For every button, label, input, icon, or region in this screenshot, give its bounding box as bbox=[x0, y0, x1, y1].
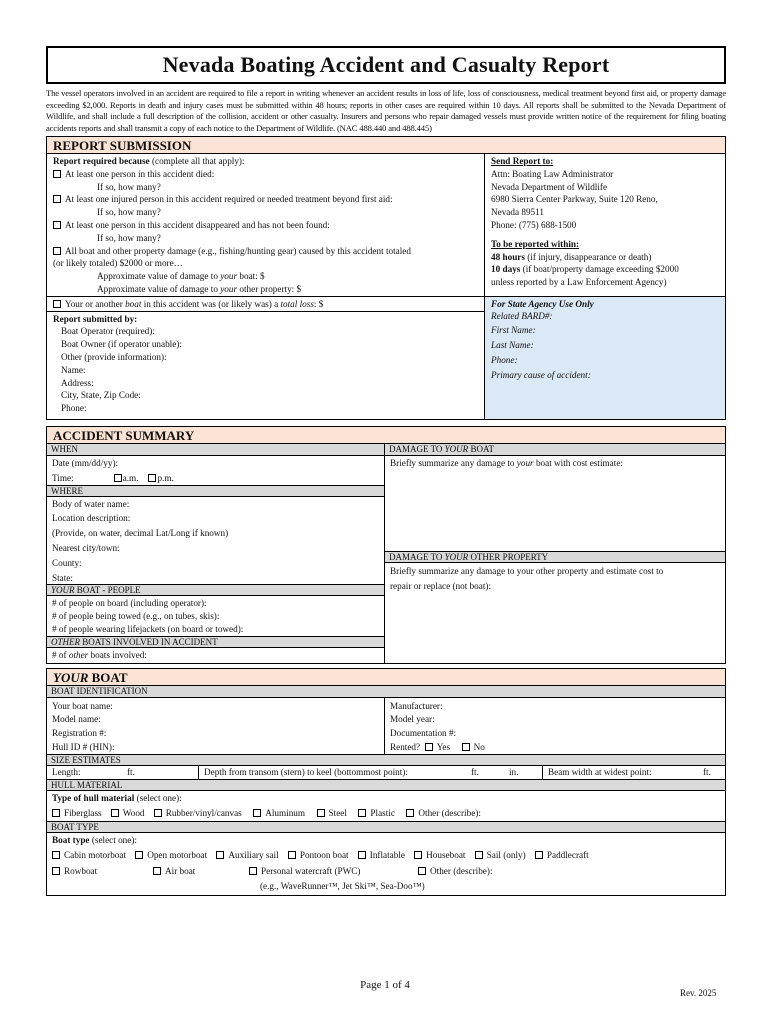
model-name-field[interactable]: Model name: bbox=[52, 714, 101, 725]
depth-field[interactable] bbox=[199, 766, 543, 779]
damage-boat-label: DAMAGE TO bbox=[389, 444, 445, 454]
other-boats-count-suffix: boats involved: bbox=[88, 649, 147, 660]
am-label: a.m. bbox=[122, 472, 139, 483]
damage-property-desc: Briefly summarize any damage to your other property and estimate cost to bbox=[390, 566, 664, 576]
submitter-name-field[interactable]: Name: bbox=[61, 364, 86, 375]
type-open-label: Open motorboat bbox=[147, 850, 208, 861]
hull-other-label: Other (describe): bbox=[418, 807, 481, 818]
type-pwc-checkbox[interactable] bbox=[249, 867, 257, 875]
rented-no-label: No bbox=[473, 741, 485, 752]
damage-label-cont: (or likely totaled) $2000 or more… bbox=[53, 258, 183, 269]
property-damage-value-field[interactable]: other property: $ bbox=[237, 284, 302, 295]
agency-last-name-field[interactable]: Last Name: bbox=[491, 340, 534, 351]
hull-wood-label: Wood bbox=[122, 807, 145, 818]
damage-boat-desc-end: boat with cost estimate: bbox=[533, 458, 623, 468]
other-boats-label: BOATS INVOLVED IN ACCIDENT bbox=[80, 636, 218, 647]
type-houseboat-label: Houseboat bbox=[426, 850, 466, 861]
submitter-address-field[interactable]: Address: bbox=[61, 377, 94, 388]
page-title: Nevada Boating Accident and Casualty Report bbox=[162, 52, 610, 78]
model-year-field[interactable]: Model year: bbox=[390, 714, 435, 725]
hull-wood-checkbox[interactable] bbox=[111, 809, 119, 817]
send-to-line: Nevada Department of Wildlife bbox=[491, 181, 608, 192]
damage-boat-emph: YOUR bbox=[444, 444, 469, 454]
type-pontoon-label: Pontoon boat bbox=[299, 850, 349, 861]
other-boats-emph: OTHER bbox=[51, 636, 80, 647]
total-loss-value-field[interactable]: : $ bbox=[313, 298, 324, 309]
damage-property-label: DAMAGE TO bbox=[389, 552, 445, 562]
location-description-field[interactable]: Location description: bbox=[52, 513, 131, 524]
damage-boat-subheading bbox=[385, 444, 725, 456]
boat-people-label: BOAT - PEOPLE bbox=[74, 585, 141, 596]
hull-plastic-label: Plastic bbox=[370, 807, 395, 818]
type-cabin-checkbox[interactable] bbox=[52, 851, 60, 859]
boat-damage-value-emph: your bbox=[220, 271, 238, 282]
your-boat-heading-label: BOAT bbox=[88, 669, 128, 685]
beam-unit: ft. bbox=[703, 766, 711, 777]
type-auxsail-checkbox[interactable] bbox=[216, 851, 224, 859]
boat-type-subheading: BOAT TYPE bbox=[47, 821, 725, 833]
deadline-48h-note: (if injury, disappearance or death) bbox=[524, 251, 652, 262]
state-field[interactable]: State: bbox=[52, 572, 73, 583]
boat-type-label: Boat type bbox=[52, 835, 90, 846]
hull-type-note: (select one): bbox=[134, 792, 182, 803]
title-box bbox=[46, 46, 726, 84]
revision-label: Rev. 2025 bbox=[680, 988, 717, 998]
agency-cause-field[interactable]: Primary cause of accident: bbox=[491, 369, 591, 380]
hull-steel-checkbox[interactable] bbox=[317, 809, 325, 817]
total-loss-checkbox[interactable] bbox=[53, 300, 61, 308]
damage-property-desc-cont: repair or replace (not boat): bbox=[390, 580, 492, 591]
send-to-line: Attn: Boating Law Administrator bbox=[491, 168, 614, 179]
send-to-line: Nevada 89511 bbox=[491, 207, 544, 218]
length-label: Length: bbox=[52, 766, 81, 777]
people-towed-field[interactable]: # of people being towed (e.g., on tubes, skis): bbox=[52, 611, 220, 622]
required-because-label: Report required because bbox=[53, 156, 150, 167]
boat-damage-value-label: Approximate value of damage to bbox=[97, 271, 221, 282]
type-cabin-label: Cabin motorboat bbox=[64, 850, 127, 861]
submitter-phone-field[interactable]: Phone: bbox=[61, 403, 87, 414]
type-rowboat-checkbox[interactable] bbox=[52, 867, 60, 875]
damage-boat-desc: Briefly summarize any damage to bbox=[390, 458, 517, 468]
send-to-label: Send Report to: bbox=[491, 156, 554, 167]
type-other-label: Other (describe): bbox=[430, 865, 493, 876]
agency-use-label: For State Agency Use Only bbox=[491, 298, 594, 309]
beam-field[interactable] bbox=[543, 766, 725, 779]
rented-no-checkbox[interactable] bbox=[462, 743, 470, 751]
type-other-checkbox[interactable] bbox=[418, 867, 426, 875]
nearest-city-field[interactable]: Nearest city/town: bbox=[52, 542, 120, 553]
damage-property-emph: YOUR bbox=[444, 552, 469, 562]
documentation-field[interactable]: Documentation #: bbox=[390, 728, 457, 739]
hull-aluminum-label: Aluminum bbox=[265, 807, 306, 818]
damage-boat-label-end: BOAT bbox=[468, 444, 494, 454]
type-pontoon-checkbox[interactable] bbox=[288, 851, 296, 859]
rented-label: Rented? bbox=[390, 741, 421, 752]
hull-plastic-checkbox[interactable] bbox=[358, 809, 366, 817]
disappeared-count-label: If so, how many? bbox=[97, 232, 161, 243]
agency-bard-field[interactable]: Related BARD#: bbox=[491, 310, 553, 321]
total-loss-boat: boat bbox=[125, 298, 142, 309]
damage-boat-textarea[interactable] bbox=[385, 456, 725, 551]
total-loss-label-mid: in this accident was (or likely was) a bbox=[141, 298, 281, 309]
send-to-line: Phone: (775) 688-1500 bbox=[491, 220, 577, 231]
hull-rubber-label: Rubber/vinyl/canvas bbox=[165, 807, 242, 818]
hull-fiberglass-label: Fiberglass bbox=[64, 807, 102, 818]
total-loss-label: Your or another bbox=[65, 298, 126, 309]
type-inflatable-label: Inflatable bbox=[369, 850, 405, 861]
type-paddlecraft-checkbox[interactable] bbox=[535, 851, 543, 859]
submitted-by-owner[interactable]: Boat Owner (if operator unable): bbox=[61, 339, 182, 350]
where-subheading: WHERE bbox=[47, 485, 384, 497]
accident-summary-section bbox=[46, 444, 726, 664]
boat-type-note: (select one): bbox=[89, 835, 137, 846]
your-boat-section bbox=[46, 686, 726, 896]
submitted-by-label: Report submitted by: bbox=[53, 313, 138, 324]
am-checkbox[interactable] bbox=[114, 474, 122, 482]
pm-label: p.m. bbox=[157, 472, 174, 483]
depth-ft-unit: ft. bbox=[471, 766, 479, 777]
type-paddlecraft-label: Paddlecraft bbox=[546, 850, 589, 861]
damage-property-textarea[interactable] bbox=[385, 563, 725, 593]
deadline-10d-note: (if boat/property damage exceeding $2000 bbox=[520, 264, 679, 275]
boat-damage-value-field[interactable]: boat: $ bbox=[237, 271, 265, 282]
type-airboat-label: Air boat bbox=[165, 865, 196, 876]
manufacturer-field[interactable]: Manufacturer: bbox=[390, 700, 443, 711]
county-field[interactable]: County: bbox=[52, 557, 82, 568]
disappeared-label: At least one person in this accident disappeared and has not been found: bbox=[65, 220, 330, 231]
total-loss-term: total loss bbox=[280, 298, 314, 309]
other-boats-count-prefix: # of bbox=[52, 649, 69, 660]
submitter-city-field[interactable]: City, State, Zip Code: bbox=[61, 390, 141, 401]
people-on-board-field[interactable]: # of people on board (including operator): bbox=[52, 598, 207, 609]
location-hint: (Provide, on water, decimal Lat/Long if known) bbox=[52, 528, 229, 539]
type-pwc-label: Personal watercraft (PWC) bbox=[261, 865, 361, 876]
depth-label: Depth from transom (stern) to keel (bottommost point): bbox=[204, 766, 408, 777]
beam-label: Beam width at widest point: bbox=[548, 766, 652, 777]
deadline-48h: 48 hours bbox=[491, 251, 525, 262]
type-inflatable-checkbox[interactable] bbox=[358, 851, 366, 859]
property-damage-value-emph: your bbox=[220, 284, 238, 295]
boat-people-emph: YOUR bbox=[51, 585, 75, 596]
boat-identification-subheading: BOAT IDENTIFICATION bbox=[47, 686, 725, 698]
hull-rubber-checkbox[interactable] bbox=[154, 809, 162, 817]
injured-label: At least one injured person in this accident required or needed treatment beyond first aid: bbox=[65, 194, 393, 205]
boat-people-subheading bbox=[47, 584, 384, 596]
your-boat-heading-emph: YOUR bbox=[53, 669, 89, 685]
report-submission-section bbox=[46, 154, 726, 420]
your-boat-heading bbox=[46, 668, 726, 686]
died-label: At least one person in this accident died: bbox=[65, 168, 215, 179]
other-boats-count-field[interactable] bbox=[52, 649, 380, 662]
hull-material-subheading: HULL MATERIAL bbox=[47, 779, 725, 791]
type-rowboat-label: Rowboat bbox=[64, 865, 98, 876]
type-houseboat-checkbox[interactable] bbox=[414, 851, 422, 859]
injured-checkbox[interactable] bbox=[53, 195, 61, 203]
depth-in-unit: in. bbox=[509, 766, 519, 777]
deadline-label: To be reported within: bbox=[491, 238, 580, 249]
damage-property-subheading bbox=[385, 551, 725, 563]
disappeared-checkbox[interactable] bbox=[53, 221, 61, 229]
injured-count-label: If so, how many? bbox=[97, 207, 161, 218]
when-subheading: WHEN bbox=[47, 444, 384, 456]
hull-aluminum-checkbox[interactable] bbox=[253, 809, 261, 817]
other-boats-count-emph: other bbox=[68, 649, 89, 660]
agency-phone-field[interactable]: Phone: bbox=[491, 355, 518, 366]
accident-summary-heading: ACCIDENT SUMMARY bbox=[46, 426, 726, 444]
type-sail-checkbox[interactable] bbox=[475, 851, 483, 859]
type-open-checkbox[interactable] bbox=[135, 851, 143, 859]
type-auxsail-label: Auxiliary sail bbox=[228, 850, 279, 861]
rented-yes-checkbox[interactable] bbox=[425, 743, 433, 751]
agency-first-name-field[interactable]: First Name: bbox=[491, 325, 536, 336]
deadline-10d: 10 days bbox=[491, 264, 521, 275]
damage-boat-desc-emph: your bbox=[516, 458, 534, 468]
body-of-water-field[interactable]: Body of water name: bbox=[52, 498, 130, 509]
submitted-by-other[interactable]: Other (provide information): bbox=[61, 352, 167, 363]
submitted-by-operator[interactable]: Boat Operator (required): bbox=[61, 326, 155, 337]
registration-field[interactable]: Registration #: bbox=[52, 728, 107, 739]
send-to-line: 6980 Sierra Center Parkway, Suite 120 Reno, bbox=[491, 194, 658, 205]
died-count-label: If so, how many? bbox=[97, 181, 161, 192]
rented-yes-label: Yes bbox=[436, 741, 451, 752]
page-number: Page 1 of 4 bbox=[360, 979, 410, 991]
damage-label: All boat and other property damage (e.g., fishing/hunting gear) caused by this accident totaled bbox=[65, 245, 411, 256]
time-field[interactable]: Time: bbox=[52, 472, 74, 483]
damage-property-label-end: OTHER PROPERTY bbox=[468, 552, 549, 562]
property-damage-value-label: Approximate value of damage to bbox=[97, 284, 221, 295]
length-field[interactable] bbox=[47, 766, 199, 779]
died-checkbox[interactable] bbox=[53, 170, 61, 178]
hull-steel-label: Steel bbox=[328, 807, 347, 818]
damage-checkbox[interactable] bbox=[53, 247, 61, 255]
pm-checkbox[interactable] bbox=[148, 474, 156, 482]
required-because-note: (complete all that apply): bbox=[149, 156, 245, 167]
size-estimates-subheading: SIZE ESTIMATES bbox=[47, 754, 725, 766]
deadline-10d-note-cont: unless reported by a Law Enforcement Agency) bbox=[491, 277, 667, 288]
pwc-examples: (e.g., WaveRunner™, Jet Ski™, Sea-Doo™) bbox=[260, 880, 425, 891]
hull-id-field[interactable]: Hull ID # (HIN): bbox=[52, 741, 115, 752]
hull-fiberglass-checkbox[interactable] bbox=[52, 809, 60, 817]
people-lifejackets-field[interactable]: # of people wearing lifejackets (on board or towed): bbox=[52, 623, 244, 634]
type-airboat-checkbox[interactable] bbox=[153, 867, 161, 875]
date-field[interactable]: Date (mm/dd/yy): bbox=[52, 458, 119, 468]
report-submission-heading: REPORT SUBMISSION bbox=[46, 136, 726, 154]
intro-paragraph: The vessel operators involved in an accident are required to file a report in writing whenever an accident results in loss of life, loss of consciousness, medical treatment beyond first aid, or property damage exceeding $2,000. Reports in death and injury cases must be submitted within 48 hours; reports in other cases are required within 10 days. All reports shall be submitted to the Nevada Department of Wildlife, and shall include a full description of the collision, accident or other casualty. Insurers and persons who repair damaged vessels must provide written notice of the requirement for filing boating accidents reports and shall transmit a copy of each notice to the Department of Wildlife. (NAC 488.440 and 488.445) bbox=[46, 88, 726, 133]
hull-type-label: Type of hull material bbox=[52, 792, 135, 803]
hull-other-checkbox[interactable] bbox=[406, 809, 414, 817]
other-boats-subheading bbox=[47, 636, 384, 648]
boat-name-field[interactable]: Your boat name: bbox=[52, 700, 113, 711]
length-unit: ft. bbox=[127, 766, 135, 777]
form-page bbox=[46, 46, 726, 896]
type-sail-label: Sail (only) bbox=[486, 850, 526, 861]
